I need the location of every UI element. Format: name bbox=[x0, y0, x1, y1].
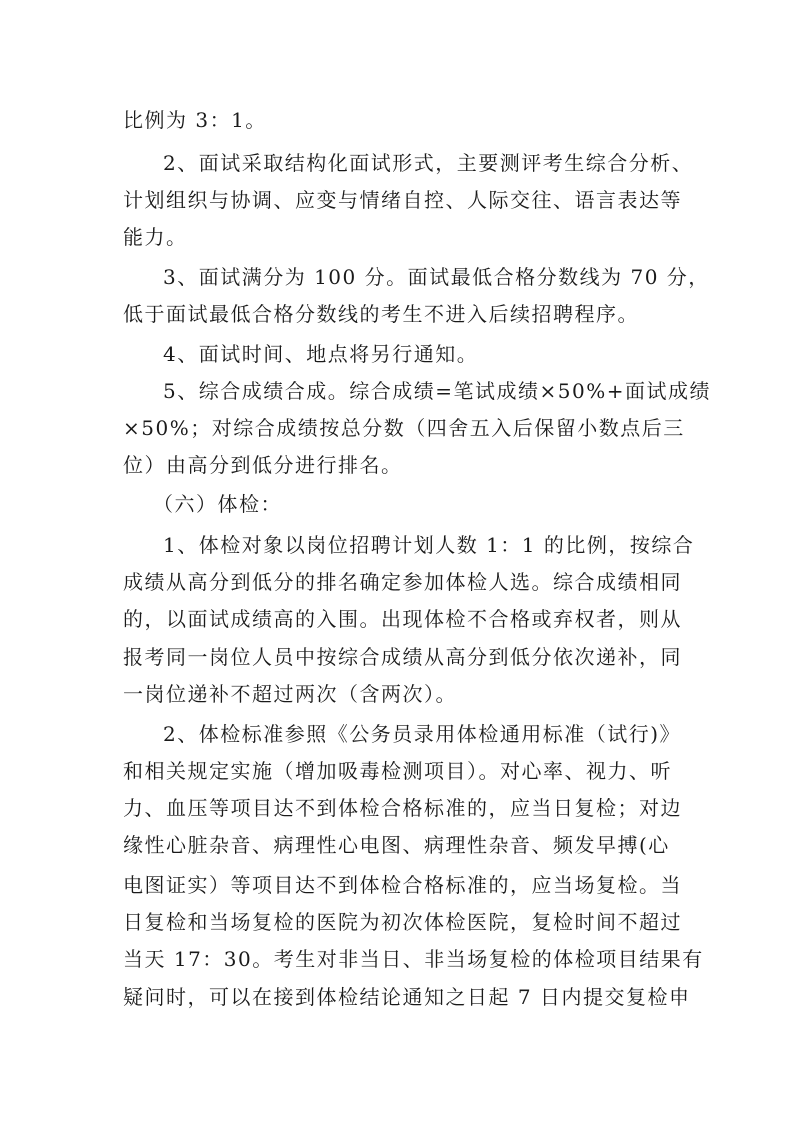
text-line: 成绩从高分到低分的排名确定参加体检人选。综合成绩相同 bbox=[123, 570, 682, 594]
section-heading: （六）体检： bbox=[153, 492, 282, 516]
text-line: ×50%；对综合成绩按总分数（四舍五入后保留小数点后三 bbox=[123, 416, 685, 440]
text-line: 4、面试时间、地点将另行通知。 bbox=[163, 342, 479, 366]
text-line: 和相关规定实施（增加吸毒检测项目）。对心率、视力、听 bbox=[123, 759, 672, 783]
text-line: 位）由高分到低分进行排名。 bbox=[123, 453, 403, 477]
text-line: 疑问时，可以在接到体检结论通知之日起 7 日内提交复检申 bbox=[123, 985, 691, 1009]
text-line: 缘性心脏杂音、病理性心电图、病理性杂音、频发早搏(心 bbox=[123, 833, 670, 857]
text-line: 一岗位递补不超过两次（含两次）。 bbox=[123, 682, 457, 706]
text-line: 2、体检标准参照《公务员录用体检通用标准（试行)》 bbox=[163, 722, 682, 746]
text-line: 日复检和当场复检的医院为初次体检医院，复检时间不超过 bbox=[123, 910, 682, 934]
text-line: 电图证实）等项目达不到体检合格标准的，应当场复检。当 bbox=[123, 873, 682, 897]
text-line: 能力。 bbox=[123, 225, 188, 249]
text-line: 3、面试满分为 100 分。面试最低合格分数线为 70 分， bbox=[163, 265, 710, 289]
text-line: 比例为 3：1。 bbox=[123, 108, 267, 132]
text-line: 计划组织与协调、应变与情绪自控、人际交往、语言表达等 bbox=[123, 188, 682, 212]
text-line: 1、体检对象以岗位招聘计划人数 1：1 的比例，按综合 bbox=[163, 533, 695, 557]
text-line: 的，以面试成绩高的入围。出现体检不合格或弃权者，则从 bbox=[123, 607, 682, 631]
text-line: 2、面试采取结构化面试形式，主要测评考生综合分析、 bbox=[163, 151, 694, 175]
text-line: 5、综合成绩合成。综合成绩=笔试成绩×50%+面试成绩 bbox=[163, 379, 711, 403]
text-line: 低于面试最低合格分数线的考生不进入后续招聘程序。 bbox=[123, 302, 639, 326]
text-line: 当天 17：30。考生对非当日、非当场复检的体检项目结果有 bbox=[123, 947, 704, 971]
text-line: 报考同一岗位人员中按综合成绩从高分到低分依次递补，同 bbox=[123, 645, 682, 669]
text-line: 力、血压等项目达不到体检合格标准的，应当日复检；对边 bbox=[123, 796, 682, 820]
